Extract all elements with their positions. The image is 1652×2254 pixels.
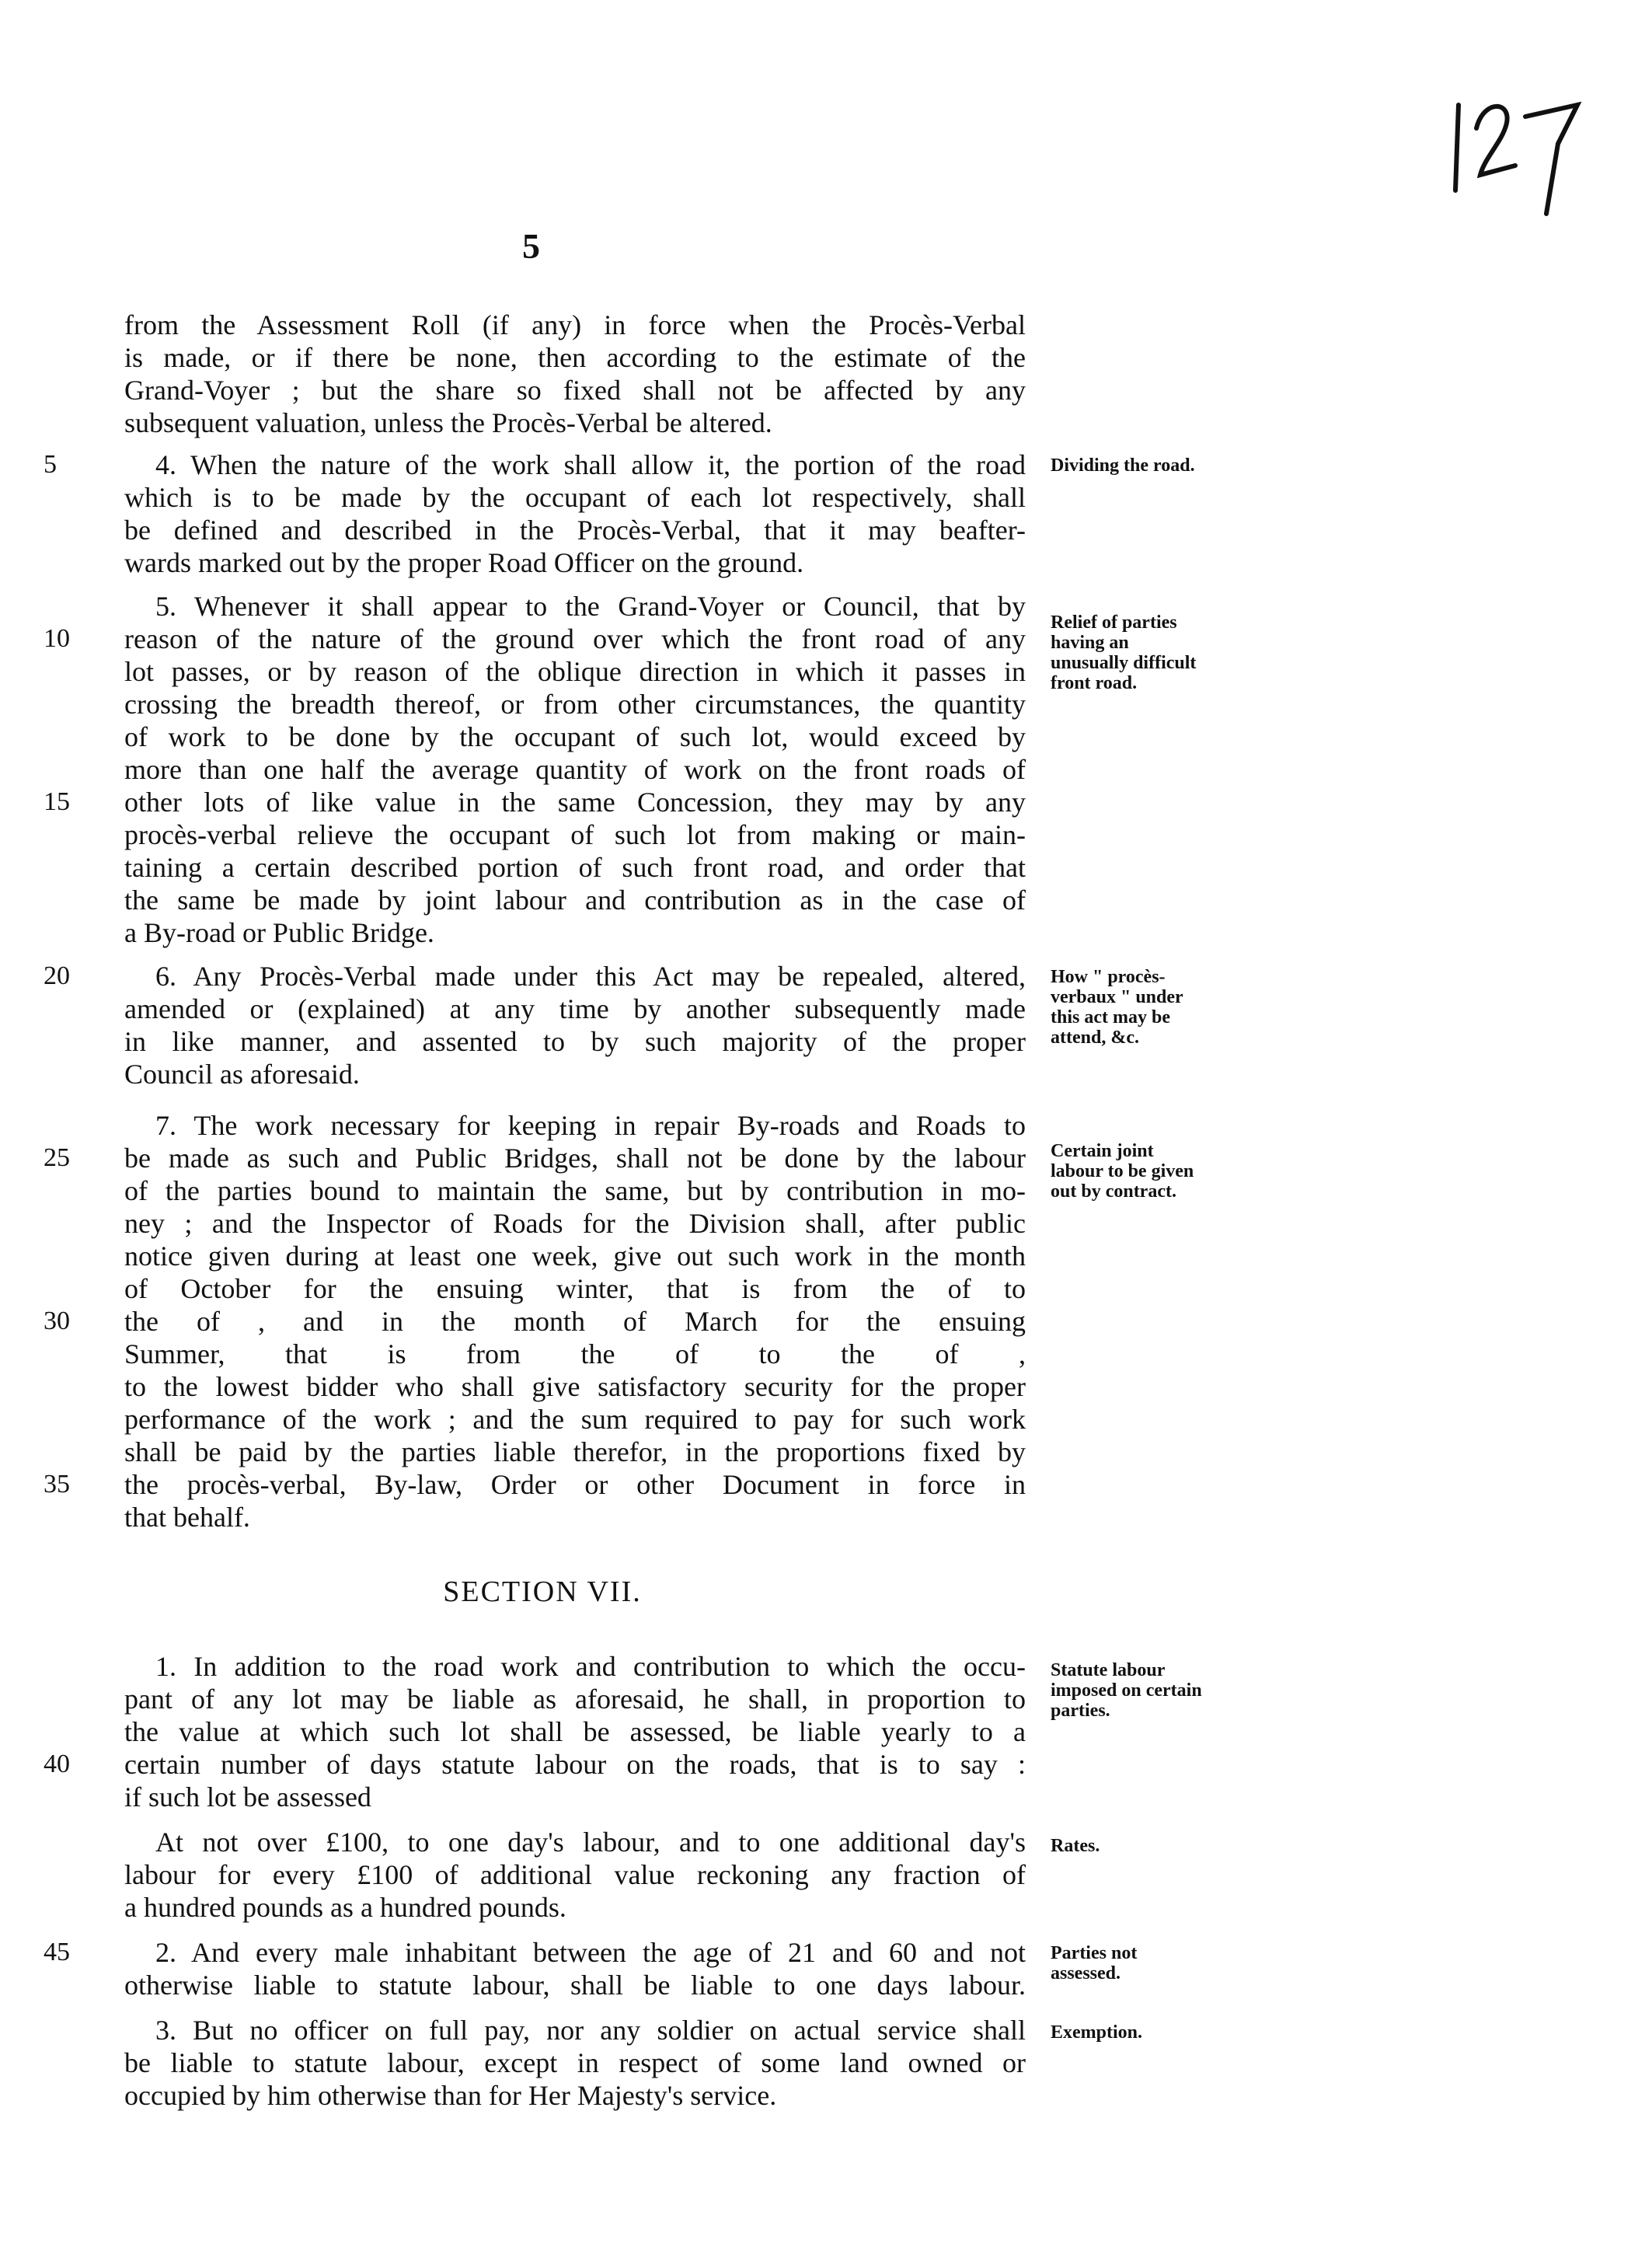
text-line: that behalf. xyxy=(124,1502,250,1533)
line-number: 30 xyxy=(44,1307,70,1335)
text-line: which is to be made by the occupant of each lot respectively, shall xyxy=(124,482,1026,513)
text-line: 7. The work necessary for keeping in repair By-roads and Roads to xyxy=(155,1110,1026,1141)
text-line: other lots of like value in the same Concession, they may by any xyxy=(124,787,1026,818)
text-line: occupied by him otherwise than for Her Majesty's service. xyxy=(124,2080,777,2111)
text-line: the of , and in the month of March for the ensuing xyxy=(124,1306,1026,1337)
text-line: Summer, that is from the of to the of , xyxy=(124,1338,1026,1369)
line-number: 15 xyxy=(44,787,70,816)
text-line: be made as such and Public Bridges, shall not be done by the labour xyxy=(124,1143,1026,1174)
text-line: Grand-Voyer ; but the share so fixed shall not be affected by any xyxy=(124,375,1026,406)
text-line: lot passes, or by reason of the oblique direction in which it passes in xyxy=(124,656,1026,687)
marginal-note: Dividing the road. xyxy=(1051,455,1195,476)
text-line: a hundred pounds as a hundred pounds. xyxy=(124,1892,566,1923)
text-line: is made, or if there be none, then according to the estimate of the xyxy=(124,342,1026,373)
text-line: pant of any lot may be liable as aforesaid, he shall, in proportion to xyxy=(124,1684,1026,1715)
text-line: to the lowest bidder who shall give satisfactory security for the proper xyxy=(124,1371,1026,1402)
text-line: notice given during at least one week, give out such work in the month xyxy=(124,1240,1026,1272)
text-line: subsequent valuation, unless the Procès-Verbal be altered. xyxy=(124,407,772,438)
text-line: in like manner, and assented to by such majority of the proper xyxy=(124,1026,1026,1057)
marginal-note: Statute labour imposed on certain parties. xyxy=(1051,1660,1202,1721)
text-line: wards marked out by the proper Road Officer on the ground. xyxy=(124,547,804,578)
text-line: amended or (explained) at any time by another subsequently made xyxy=(124,993,1026,1024)
text-line: be liable to statute labour, except in respect of some land owned or xyxy=(124,2047,1026,2078)
text-line: more than one half the average quantity of work on the front roads of xyxy=(124,754,1026,785)
line-number: 10 xyxy=(44,624,70,653)
marginal-note: How " procès-verbaux " under this act may be attend, &c. xyxy=(1051,967,1183,1048)
marginal-note: Parties not assessed. xyxy=(1051,1943,1138,1984)
text-line: 1. In addition to the road work and contribution to which the occu- xyxy=(155,1651,1026,1682)
line-number: 25 xyxy=(44,1143,70,1172)
text-line: 4. When the nature of the work shall allow it, the portion of the road xyxy=(155,449,1026,480)
marginal-note: Rates. xyxy=(1051,1836,1100,1856)
text-line: otherwise liable to statute labour, shall be liable to one days labour. xyxy=(124,1970,1026,2001)
text-line: from the Assessment Roll (if any) in force when the Procès-Verbal xyxy=(124,309,1026,340)
text-line: of the parties bound to maintain the same, but by contribution in mo- xyxy=(124,1175,1026,1206)
svg-text:127: 127 xyxy=(1441,74,1443,75)
text-line: labour for every £100 of additional value reckoning any fraction of xyxy=(124,1859,1026,1890)
text-line: procès-verbal relieve the occupant of such lot from making or main- xyxy=(124,819,1026,850)
marginal-note: Certain joint labour to be given out by contract. xyxy=(1051,1141,1194,1202)
line-number: 45 xyxy=(44,1938,70,1966)
text-line: 6. Any Procès-Verbal made under this Act may be repealed, altered, xyxy=(155,961,1026,992)
line-number: 40 xyxy=(44,1750,70,1778)
text-line: 2. And every male inhabitant between the age of 21 and 60 and not xyxy=(155,1937,1026,1968)
line-number: 5 xyxy=(44,450,57,479)
line-number: 35 xyxy=(44,1470,70,1499)
text-line: a By-road or Public Bridge. xyxy=(124,917,434,948)
line-number: 20 xyxy=(44,961,70,990)
text-line: of work to be done by the occupant of such lot, would exceed by xyxy=(124,721,1026,752)
text-line: be defined and described in the Procès-Verbal, that it may beafter- xyxy=(124,515,1026,546)
text-line: if such lot be assessed xyxy=(124,1781,371,1813)
text-line: of October for the ensuing winter, that is from the of to xyxy=(124,1273,1026,1304)
text-line: Council as aforesaid. xyxy=(124,1059,360,1090)
text-line: the procès-verbal, By-law, Order or other Document in force in xyxy=(124,1469,1026,1500)
text-line: taining a certain described portion of such front road, and order that xyxy=(124,852,1026,883)
text-line: ney ; and the Inspector of Roads for the Division shall, after public xyxy=(124,1208,1026,1239)
marginal-note: Exemption. xyxy=(1051,2022,1143,2043)
text-line: crossing the breadth thereof, or from other circumstances, the quantity xyxy=(124,689,1026,720)
text-line: certain number of days statute labour on the roads, that is to say : xyxy=(124,1749,1026,1780)
text-line: reason of the nature of the ground over which the front road of any xyxy=(124,623,1026,654)
text-line: At not over £100, to one day's labour, and to one additional day's xyxy=(155,1827,1026,1858)
text-line: 5. Whenever it shall appear to the Grand-Voyer or Council, that by xyxy=(155,591,1026,622)
marginal-note: Relief of parties having an unusually difficult front road. xyxy=(1051,612,1197,693)
handwritten-folio-number xyxy=(1441,74,1589,222)
section-heading: SECTION VII. xyxy=(443,1575,642,1608)
text-line: 3. But no officer on full pay, nor any soldier on actual service shall xyxy=(155,2015,1026,2046)
text-line: performance of the work ; and the sum required to pay for such work xyxy=(124,1404,1026,1435)
text-line: the same be made by joint labour and contribution as in the case of xyxy=(124,885,1026,916)
text-line: the value at which such lot shall be assessed, be liable yearly to a xyxy=(124,1716,1026,1747)
text-line: shall be paid by the parties liable therefor, in the proportions fixed by xyxy=(124,1436,1026,1467)
